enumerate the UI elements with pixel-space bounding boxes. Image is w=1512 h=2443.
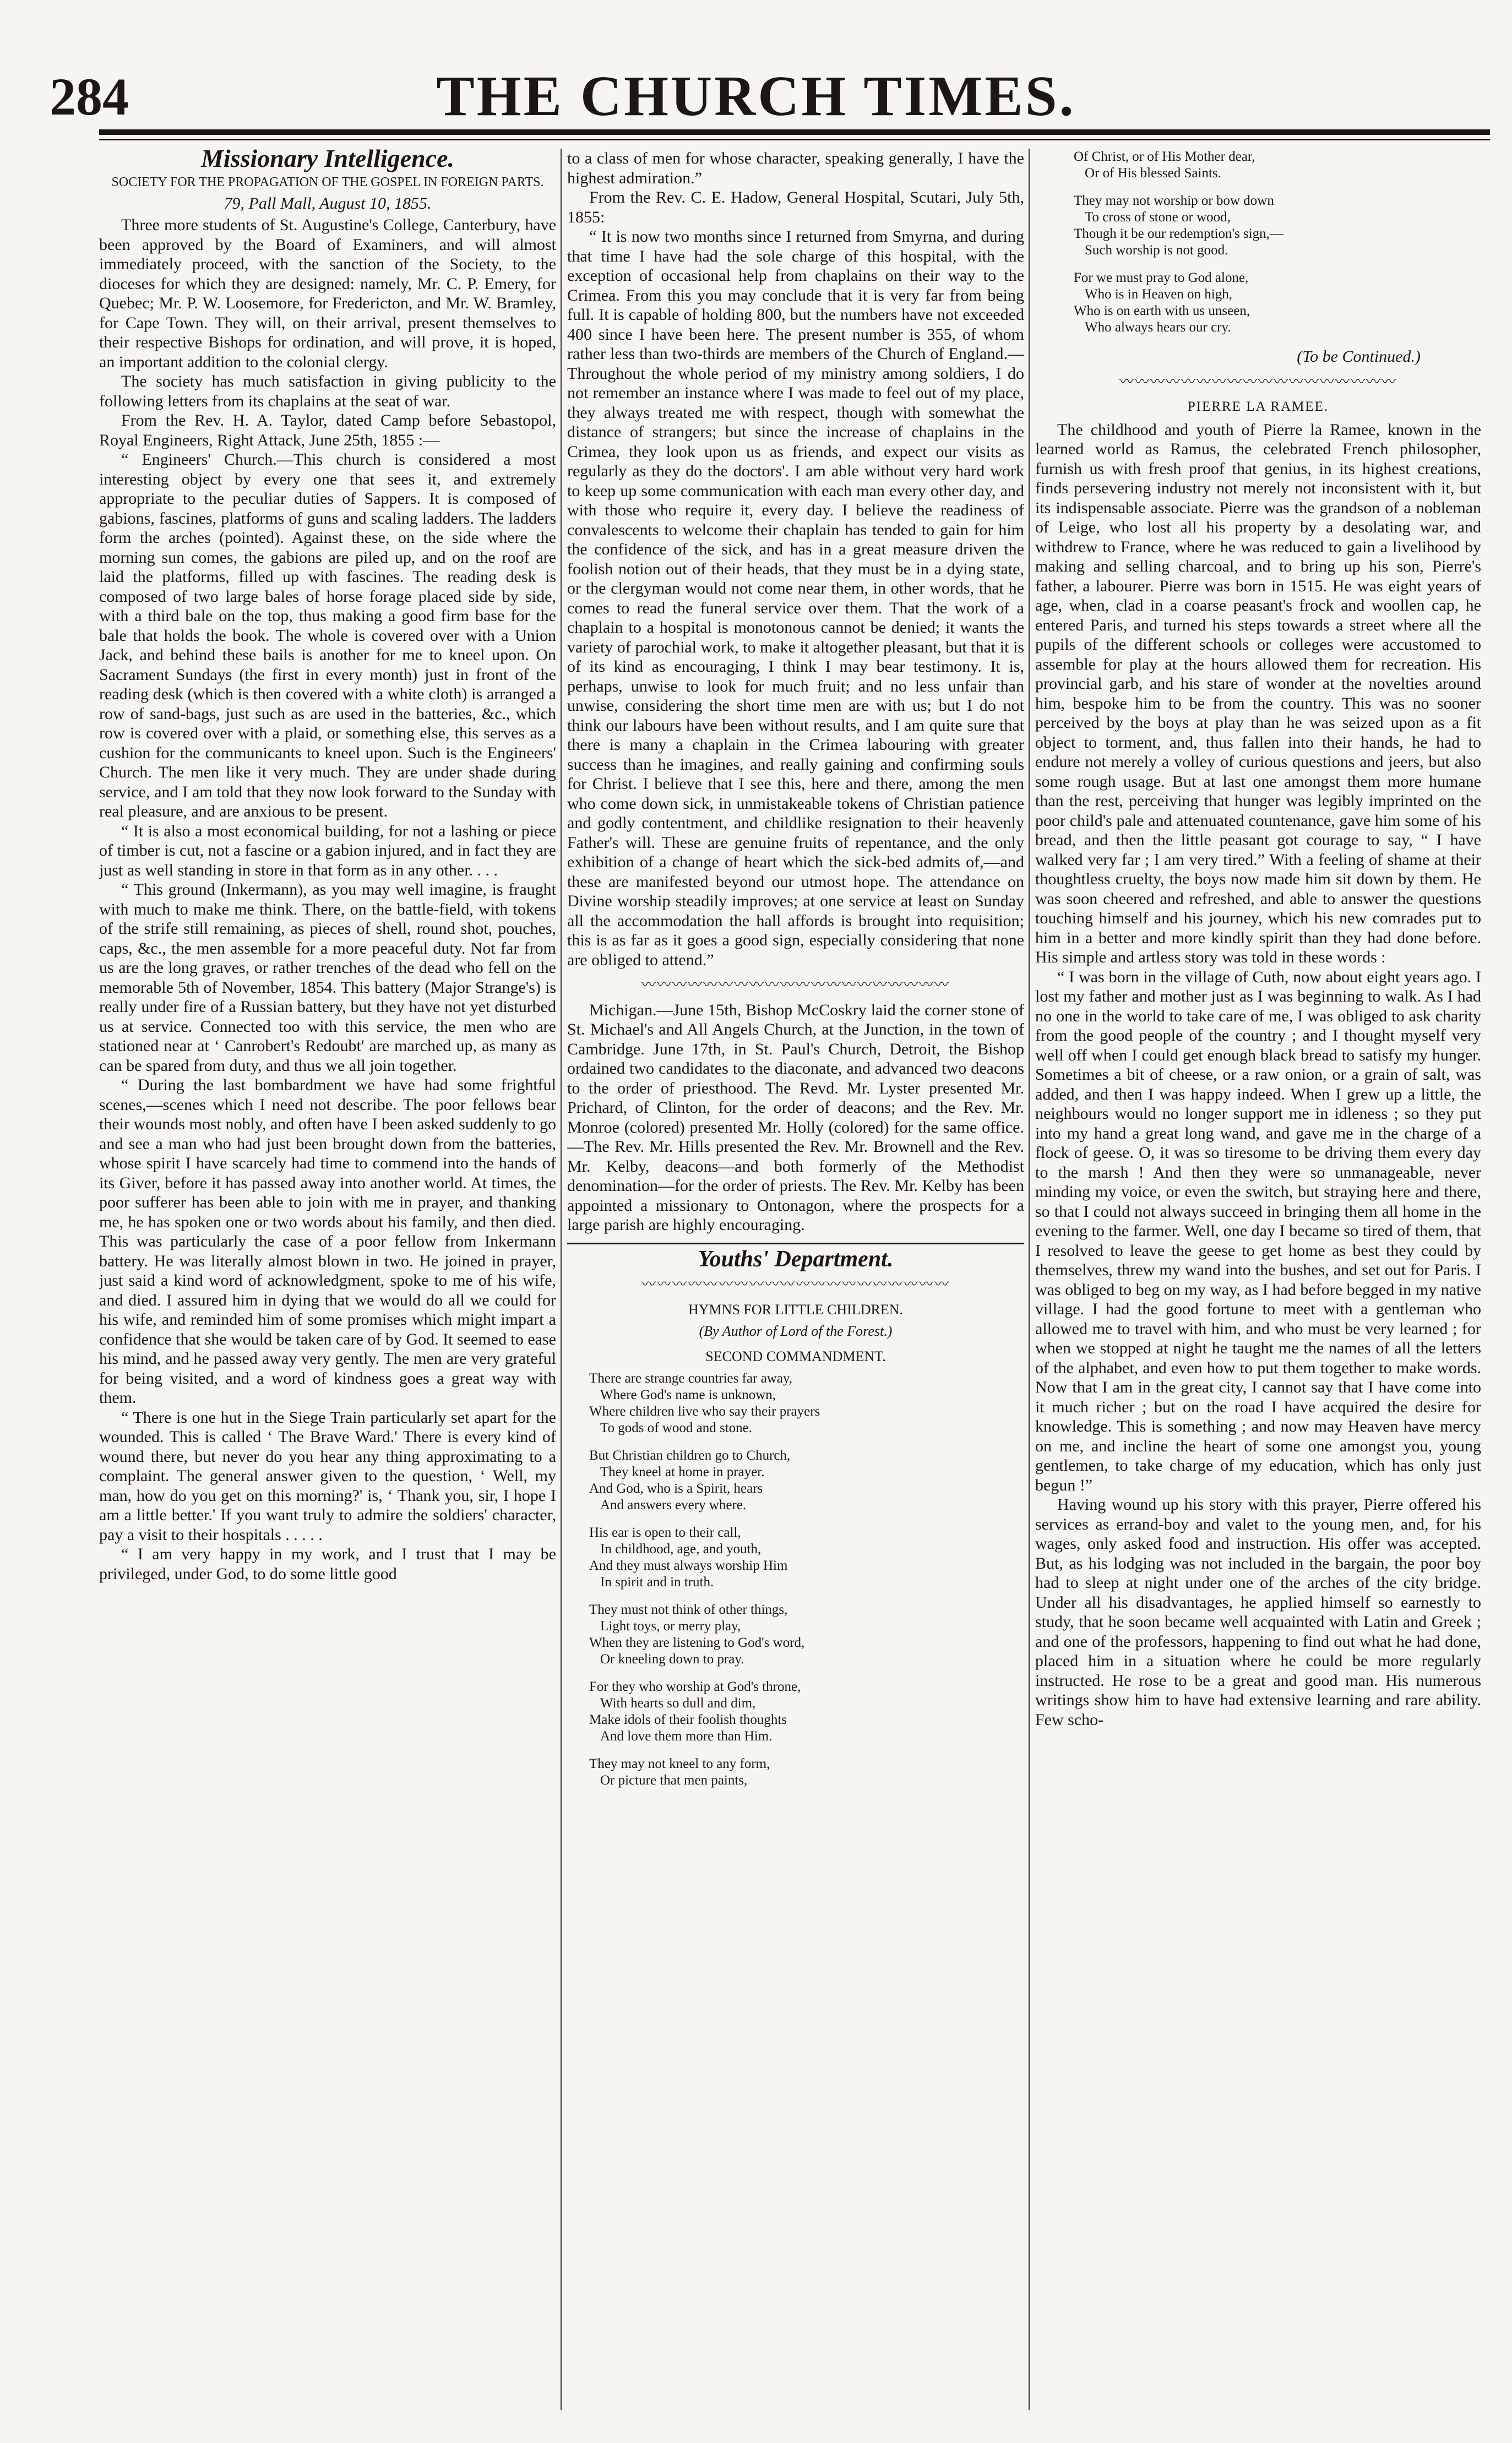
wavy-rule: 〰〰〰〰〰〰〰〰〰〰〰〰〰〰〰〰〰〰 — [1119, 373, 1397, 390]
verse-line: And God, who is a Spirit, hears — [589, 1481, 763, 1496]
verse-line: Or kneeling down to pray. — [600, 1652, 744, 1667]
verse-line: But Christian children go to Church, — [589, 1448, 791, 1463]
verse-line: Of Christ, or of His Mother dear, — [1074, 149, 1255, 164]
hymn-subtitle: SECOND COMMANDMENT. — [705, 1348, 886, 1364]
verse-line: They may not kneel to any form, — [589, 1756, 770, 1771]
paragraph: Michigan.—June 15th, Bishop McCoskry laid the corner stone of St. Michael's and All Angels Church, at the Junction, in the town of Cambridge. June 17th, in St. Paul's Church, Detroit, the Bishop ordained two candidates to the diaconate, and advanced two deacons to the order of priesthood. The Revd. Mr. Lyster presented Mr. Prichard, of Clinton, for the order of deacons; and the Rev. Mr. Monroe (colored) presented Mr. Holly (colored) for the same office.—The Rev. Mr. Hills presented the Rev. Mr. Brownell and the Rev. Mr. Kelby, deacons—and both formerly of the Methodist denomination—for the order of priests. The Rev. Mr. Kelby has been appointed a missionary to Ontonagon, where the prospects for a large parish are highly encouraging. — [567, 1000, 1024, 1234]
verse-line: Or picture that men paints, — [600, 1773, 748, 1788]
verse-line: In childhood, age, and youth, — [600, 1542, 762, 1557]
paragraph: Having wound up his story with this prayer, Pierre offered his services as errand-boy and valet to the young men, and, for his wages, only asked food and instruction. His offer was accepted. But, as his lodging was not included in the bargain, the poor boy had to sleep at night under one of the arches of the city bridge. Under all his disadvantages, he applied himself so earnestly to study, that he soon became well acquainted with Latin and Greek ; and one of the professors, happening to find out what he had done, placed him in a situation where he could be more regularly instructed. He rose to be a great and good man. His numerous writings show him to have had extensive learning and rare ability. Few scho- — [1035, 1495, 1481, 1729]
paragraph: “ It is now two months since I returned from Smyrna, and during that time I have had the sole charge of this hospital, with the exception of occasional help from chaplains on their way to the Crimea. From this you may conclude that it is very far from being full. It is capable of holding 800, but the numbers have not exceeded 400 since I have been here. The present number is 355, of whom rather less than two-thirds are members of the Church of England.—Throughout the whole period of my ministry among soldiers, I do not remember an instance where I was made to feel out of my place, they always treated me with respect, though with somewhat the distance of strangers; but since the increase of chaplains in the Crimea, they look upon us as friends, and expect our visits as regularly as they do the doctors'. I am able without very hard work to keep up some communication with each man every other day, and with those who require it, every day. I believe the readiness of convalescents to welcome their chaplain has tended to gain for him the confidence of the sick, and has in a great measure driven the foolish notion out of their heads, that they must be in a dying state, or the clergyman would not come near them, in other words, that he comes to read the funeral service over them. That the work of a chaplain to a hospital is monotonous cannot be denied; it wants the variety of parochial work, to make it altogether pleasant, but that it is of its kind as encouraging, I think I may bear testimony. It is, perhaps, unwise to look for much fruit; and no less unfair than unwise, considering the short time men are with us; but I do not think our labours have been without results, and I am quite sure that there is many a chaplain in the Crimea labouring with greater success than he imagines, and really gaining and confirming souls for Christ. I believe that I see this, here and there, among the men who come down sick, in unmistakeable tokens of Christian patience and godly contentment, and childlike resignation to their heavenly Father's will. These are genuine fruits of repentance, and the only exhibition of a change of heart which the sick-bed admits of,—and these are manifested beyond our utmost hope. The attendance on Divine worship steadily improves; at one service at least on Sunday all the accommodation the hall affords is brought into requisition; this is as far as it goes a good sign, especially considering that none are obliged to attend.” — [567, 227, 1024, 969]
column-divider — [561, 149, 562, 2410]
column-divider — [1029, 149, 1030, 2410]
verse-line: They may not worship or bow down — [1074, 193, 1274, 208]
paragraph: “ I am very happy in my work, and I trust that I may be privileged, under God, to do some little good — [99, 1545, 556, 1583]
verse-line: And love them more than Him. — [600, 1729, 773, 1744]
hymn-stanza — [589, 1679, 1024, 1745]
verse-line: Where God's name is unknown, — [600, 1388, 776, 1402]
paragraph: The childhood and youth of Pierre la Ramee, known in the learned world as Ramus, the celebrated French philosopher, furnish us with fresh proof that genius, in its highest creations, finds persevering industry not merely not inconsistent with it, but its indispensable associate. Pierre was the grandson of a nobleman of Leige, who lost all his property by a desolating war, and withdrew to France, where he was reduced to gain a livelihood by making and selling charcoal, and to bring up his son, Pierre's father, a labourer. Pierre was born in 1515. He was eight years of age, when, clad in a coarse peasant's frock and woollen cap, he entered Paris, and turned his steps towards a street where all the pupils of the different schools or colleges were accustomed to assemble for play at the hours allowed them for recreation. His provincial garb, and his stare of wonder at the novelties around him, bespoke him to be from the country. This was no sooner perceived by the boys at play than he was seized upon as a fit object to torment, and, thus fallen into their hands, he had to endure not merely a volley of curious questions and jeers, but also some rough usage. But at last one amongst them more humane than the rest, perceiving that hunger was legibly imprinted on the poor child's pale and attenuated countenance, gave him some of his bread, and then the little peasant got courage to say, “ I have walked very far ; I am very tired.” With a feeling of shame at their thoughtless cruelty, the boys now made him sit down by them. He was soon cheered and refreshed, and able to answer the questions touching himself and his journey, which his new comrades put to him in a better and more kindly spirit than they had done before. His simple and artless story was told in these words : — [1035, 420, 1481, 966]
verse-line: Though it be our redemption's sign,— — [1074, 226, 1283, 241]
dateline: 79, Pall Mall, August 10, 1855. — [224, 194, 432, 213]
hymn-stanza — [589, 1525, 1024, 1591]
paragraph: “ There is one hut in the Siege Train particularly set apart for the wounded. This is called ‘ The Brave Ward.' There is every kind of wound there, but never do you hear any thing approximating to a complaint. The general answer given to the question, ‘ Well, my man, how do you get on this morning?' is, ‘ Thank you, sir, I hope I am a little better.' If you want truly to admire the soldiers' character, pay a visit to their hospitals . . . . . — [99, 1408, 556, 1544]
verse-line: In spirit and in truth. — [600, 1575, 714, 1590]
hymn-title: HYMNS FOR LITTLE CHILDREN. — [688, 1301, 903, 1318]
verse-line: Where children live who say their prayers — [589, 1404, 820, 1419]
paragraph: “ I was born in the village of Cuth, now about eight years ago. I lost my father and mother just as I was beginning to walk. As I had no one in the world to take care of me, I was obliged to ask charity from the good people of the country ; and I thought myself very well off when I could get enough black bread to satisfy my hunger. Sometimes a bit of cheese, or a raw onion, or a grain of salt, was added, and then I was happy indeed. When I grew up a little, the neighbours would no longer support me in idleness ; so they put into my hand a great long wand, and gave me in the charge of a flock of geese. O, it was so tiresome to be driving them every day to the marsh ! And then they were so unmanageable, never minding my voice, or even the switch, but straying here and there, so that I could not always succeed in bringing them all home in the evening to the farmer. Well, one day I became so tired of them, that I resolved to leave the geese to get home as best they could by themselves, threw my wand into the bushes, and set out for Paris. I was obliged to beg on my way, as I had before begged in my native village. I had the good fortune to meet with a gentleman who allowed me to travel with him, and who must be very learned ; for when we stopped at night he taught me the names of all the letters of the alphabet, and even how to put them together to make words. Now that I am in the great city, I cannot say that I have come into it much richer ; but on the road I have acquired the desire for knowledge. This is something ; and now may Heaven have mercy on me, and incline the heart of some one amongst you, young gentlemen, to take charge of my education, which has only just begun !” — [1035, 967, 1481, 1494]
verse-line: Who is in Heaven on high, — [1085, 287, 1233, 302]
hymn-byline: (By Author of Lord of the Forest.) — [699, 1323, 893, 1339]
page-number: 284 — [50, 67, 129, 126]
verse-line: For they who worship at God's throne, — [589, 1679, 801, 1694]
hymn-stanza — [589, 1602, 1024, 1668]
column-3 — [1035, 149, 1481, 2410]
masthead — [33, 44, 1479, 127]
verse-line: Light toys, or merry play, — [600, 1619, 741, 1634]
verse-line: When they are listening to God's word, — [589, 1635, 805, 1650]
verse-line: Or of His blessed Saints. — [1085, 166, 1221, 181]
wavy-rule: 〰〰〰〰〰〰〰〰〰〰〰〰〰〰〰〰〰〰〰〰 — [641, 1276, 950, 1292]
paragraph: From the Rev. H. A. Taylor, dated Camp before Sebastopol, Royal Engineers, Right Attack, June 25th, 1855 :— — [99, 411, 556, 449]
paragraph: “ During the last bombardment we have had some frightful scenes,—scenes which I need not describe. The poor fellows bear their wounds most nobly, and often have I been asked suddenly to go and see a man who had just been brought down from the batteries, whose spirit I have scarcely had time to commend into the hands of its Giver, before it has passed away into another world. At times, the poor sufferer has been able to join with me in prayer, and thanking me, he has spoken one or two words about his family, and then died. This was particularly the case of a poor fellow from Inkermann battery. He was literally almost blown in two. He joined in prayer, just said a kind word of acknowledgment, spoke to me of his wife, and died. I assured him in dying that we would do all we could for his wife, and reminded him of some promises which might impart a confidence that she would be taken care of by God. It seemed to ease his mind, and he passed away very gently. The men are very grateful for being visited, and a word of kindness goes a great way with them. — [99, 1076, 556, 1407]
verse-line: They must not think of other things, — [589, 1602, 788, 1617]
hymn-stanza — [589, 1756, 1024, 1789]
verse-line: Make idols of their foolish thoughts — [589, 1712, 787, 1727]
verse-line: Who always hears our cry. — [1085, 320, 1231, 335]
verse-line: Such worship is not good. — [1085, 243, 1228, 258]
column-2 — [567, 149, 1024, 2410]
section-heading: Youths' Department. — [698, 1246, 894, 1272]
hymn-stanza — [589, 1370, 1024, 1437]
verse-line: For we must pray to God alone, — [1074, 270, 1249, 285]
newspaper-title: THE CHURCH TIMES. — [436, 64, 1076, 128]
society-name: SOCIETY FOR THE PROPAGATION OF THE GOSPEL IN FOREIGN PARTS. — [111, 175, 544, 189]
column-1 — [99, 149, 556, 2410]
wavy-rule: 〰〰〰〰〰〰〰〰〰〰〰〰〰〰〰〰〰〰〰〰 — [641, 977, 950, 993]
masthead-rule-thick — [99, 129, 1490, 135]
paragraph: “ Engineers' Church.—This church is considered a most interesting object by every one that sees it, and extremely appropriate to the peculiar duties of Sappers. It is composed of gabions, fascines, platforms of guns and scaling ladders. The ladders form the arches (pointed). Against these, on the side where the morning sun comes, the gabions are piled up, and on the roof are laid the platforms, filled up with fascines. The reading desk is composed of two large bales of horse forage placed side by side, with a third bale on the top, thus making a good firm base for the bale that holds the book. The whole is covered over with a Union Jack, and behind these bails is another for me to kneel upon. On Sacrament Sundays (the first in every month) just in front of the reading desk (which is then covered with a white cloth) is arranged a row of sand-bags, just such as are used in the batteries, &c., which row is covered over with a plaid, or something else, this serves as a cushion for the communicants to kneel upon. Such is the Engineers' Church. The men like it very much. They are under shade during service, and I am told that they now look forward to the Sunday with real pleasure, and are anxious to be present. — [99, 450, 556, 820]
continued-note: (To be Continued.) — [1297, 347, 1421, 366]
verse-line: With hearts so dull and dim, — [600, 1696, 756, 1711]
paragraph: to a class of men for whose character, speaking generally, I have the highest admiration.” — [567, 149, 1024, 187]
section-rule — [567, 1243, 1024, 1244]
masthead-rule-thin — [99, 139, 1490, 140]
verse-line: And they must always worship Him — [589, 1558, 788, 1573]
section-heading: Missionary Intelligence. — [200, 149, 455, 172]
paragraph: The society has much satisfaction in giving publicity to the following letters from its chaplains at the seat of war. — [99, 372, 556, 410]
verse-line: To cross of stone or wood, — [1085, 210, 1231, 225]
paragraph: “ It is also a most economical building, for not a lashing or piece of timber is cut, not a fascine or a gabion injured, and in fact they are just as well standing in store in that form as in any other. . . . — [99, 821, 556, 879]
verse-line: There are strange countries far away, — [589, 1371, 793, 1386]
article-heading: PIERRE LA RAMEE. — [1187, 399, 1329, 414]
verse-line: Who is on earth with us unseen, — [1074, 303, 1250, 318]
hymn-stanza — [1074, 149, 1481, 182]
paragraph: Three more students of St. Augustine's College, Canterbury, have been approved by the Board of Examiners, and will almost immediately proceed, with the sanction of the Society, to the dioceses for which they are designed: namely, Mr. C. P. Emery, for Quebec; Mr. P. W. Loosemore, for Fredericton, and Mr. W. Bramley, for Cape Town. They will, on their arrival, present themselves to their respective Bishops for ordination, and will prove, it is hoped, an important addition to the colonial clergy. — [99, 216, 556, 371]
verse-line: His ear is open to their call, — [589, 1525, 741, 1540]
hymn-stanza — [1074, 193, 1481, 259]
paragraph: From the Rev. C. E. Hadow, General Hospital, Scutari, July 5th, 1855: — [567, 188, 1024, 226]
hymn-stanza — [589, 1448, 1024, 1514]
paragraph: “ This ground (Inkermann), as you may well imagine, is fraught with much to make me think. There, on the battle-field, with tokens of the strife still remaining, as pieces of shell, round shot, pouches, caps, &c., the men assemble for a more peaceful duty. Not far from us are the long graves, or rather trenches of the dead who fell on the memorable 5th of November, 1854. This battery (Major Strange's) is really under fire of a Russian battery, but they have not yet disturbed us at service. Connected too with this service, the men who are stationed near at ‘ Canrobert's Redoubt' are marched up, as many as can be spared from duty, and thus we all join together. — [99, 880, 556, 1075]
verse-line: And answers every where. — [600, 1498, 747, 1512]
verse-line: To gods of wood and stone. — [600, 1421, 753, 1435]
hymn-stanza — [1074, 270, 1481, 336]
verse-line: They kneel at home in prayer. — [600, 1465, 765, 1479]
